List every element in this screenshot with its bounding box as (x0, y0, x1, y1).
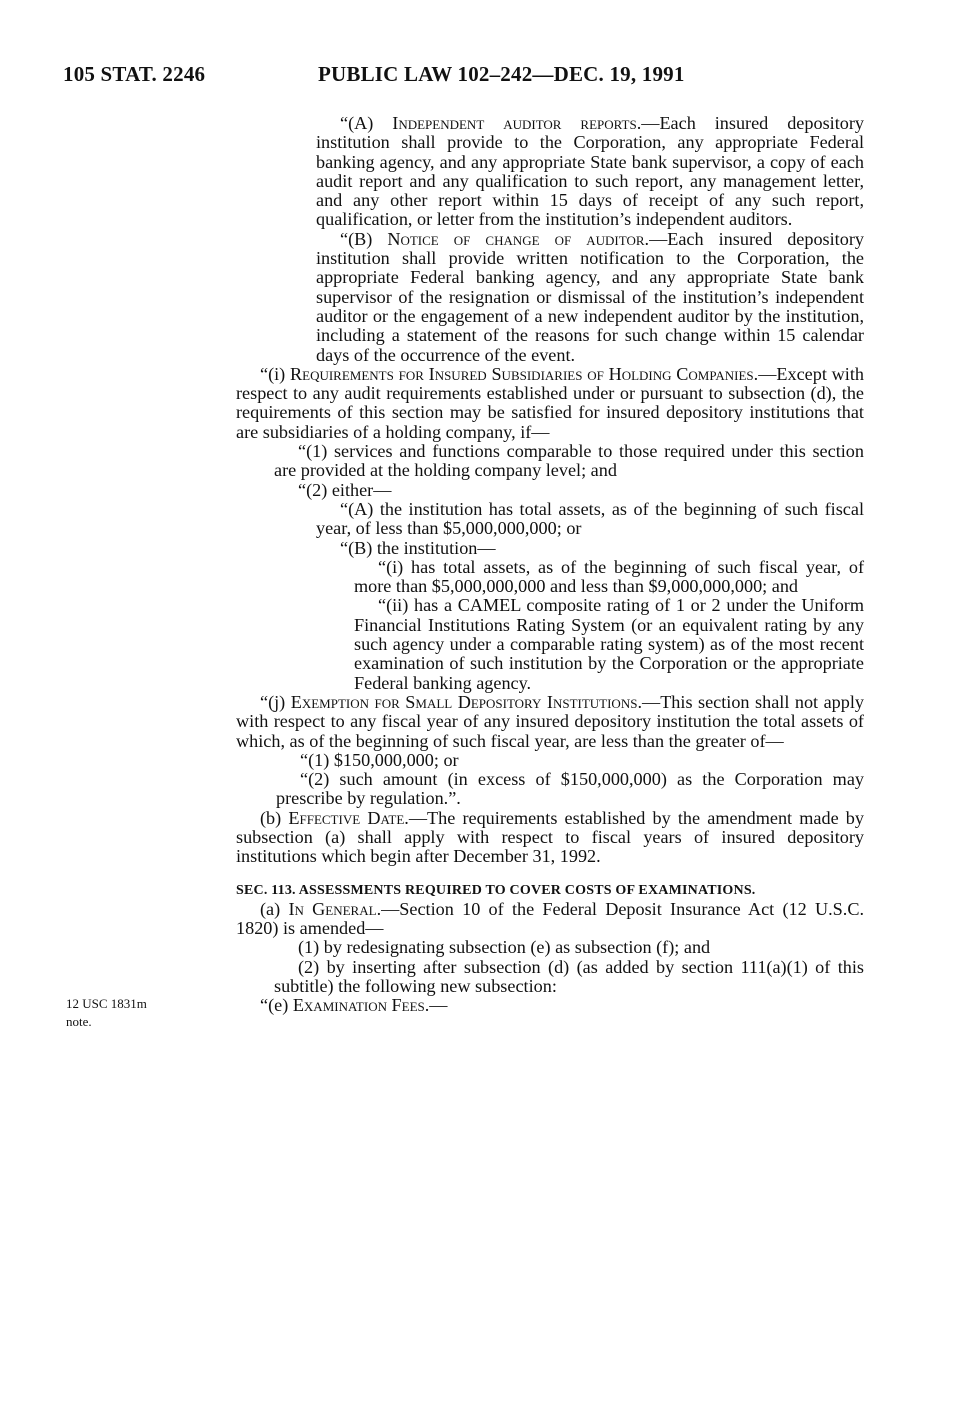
paragraph-i-2: “(2) either— (298, 479, 392, 500)
paragraph-text: .—The requirements established by the amendment made by subsection (a) shall apply with respect to fiscal years of insured depository institutions which begin after December 31, 1992. (236, 807, 864, 867)
section-heading: SEC. 113. ASSESSMENTS REQUIRED TO COVER COSTS OF EXAMINATIONS. (236, 882, 756, 898)
paragraph-i-2-B: “(B) the institution— (340, 537, 496, 558)
paragraph-text: .—This section shall not apply with respect to any fiscal year of any insured depository institution the total assets of which, as of the beginning of such fiscal year, are less than the greater of— (236, 691, 864, 751)
paragraph-text: .— (424, 995, 448, 1016)
paragraph-heading: Independent auditor reports (392, 113, 637, 133)
paragraph-heading: Exemption for Small Depository Institutions (290, 691, 638, 712)
paragraph-a-1: (1) by redesignating subsection (e) as subsection (f); and (298, 937, 711, 958)
page-reference: 105 STAT. 2246 (63, 62, 206, 86)
paragraph-prefix: “(A) (340, 113, 393, 133)
margin-note-citation: 12 USC 1831m (66, 996, 147, 1011)
paragraph-text: .—Except with respect to any audit requirements established under or pursuant to subsection (d), the requirements of this section may be satisfied for insured depository institutions that are subsidiaries of a holding company, if— (236, 363, 864, 442)
margin-note-label: note. (66, 1014, 92, 1029)
paragraph-prefix: “(e) (260, 995, 293, 1016)
paragraph-text: .—Each insured depository institution shall provide to the Corporation, any appropriate Federal banking agency, and any appropriate State bank supervisor, a copy of each audit report and any qualification to such report, any management letter, and any other report within 15 days of receipt of any such report, qualification, or letter from the institution’s independent auditors. (316, 113, 864, 230)
paragraph-text: .—Section 10 of the Federal Deposit Insurance Act (12 U.S.C. 1820) is amended— (236, 898, 865, 939)
paragraph-prefix: “(B) (340, 228, 388, 249)
paragraph-heading: In General (288, 898, 377, 919)
paragraph-prefix: “(j) (260, 691, 291, 712)
subsection-j (236, 693, 864, 751)
paragraph-prefix: (a) (260, 898, 289, 919)
page-title: PUBLIC LAW 102–242—DEC. 19, 1991 (318, 62, 685, 86)
paragraph-j-1: “(1) $150,000,000; or (300, 749, 459, 770)
paragraph-b-notice-of-change (316, 230, 864, 365)
paragraph-text: .—Each insured depository institution shall provide written notification to the Corporation, the appropriate Federal banking agency, and any appropriate State bank supervisor of the resignation or dismissal of the institution’s independent auditor or the engagement of a new independent auditor by the institution, including a statement of the reasons for such change within 15 calendar days of the occurrence of the event. (316, 228, 864, 365)
paragraph-a-independent-auditor-reports (316, 114, 864, 230)
statute-body (236, 114, 864, 1016)
subsection-a-in-general (236, 900, 864, 939)
paragraph-i-1: “(1) services and functions comparable to those required under this section are provided at the holding company level; and (274, 441, 864, 481)
paragraph-i-2-B-ii: “(ii) has a CAMEL composite rating of 1 or 2 under the Uniform Financial Institutions Rating System (or an equivalent rating by any such agency under a comparable rating system) as of the most recent examination of such institution by the Corporation or the appropriate Federal banking agency. (354, 595, 864, 693)
paragraph-prefix: (b) (260, 807, 289, 828)
paragraph-heading: Examination Fees (292, 995, 425, 1016)
subsection-b-effective-date (236, 809, 864, 867)
subsection-i (236, 365, 864, 442)
paragraph-i-2-B-i: “(i) has total assets, as of the beginning of such fiscal year, of more than $5,000,000,000 and less than $9,000,000,000; and (354, 556, 864, 597)
paragraph-j-2: “(2) such amount (in excess of $150,000,000) as the Corporation may prescribe by regulation.”. (276, 769, 864, 809)
margin-note (66, 995, 147, 1031)
paragraph-i-2-A: “(A) the institution has total assets, as of the beginning of such fiscal year, of less than $5,000,000,000; or (316, 498, 864, 539)
paragraph-heading: Effective Date (288, 807, 405, 828)
paragraph-prefix: “(i) (260, 363, 290, 384)
paragraph-heading: Notice of change of auditor (387, 228, 645, 249)
subsection-e-examination-fees (236, 996, 864, 1015)
paragraph-a-2: (2) by inserting after subsection (d) (as added by section 111(a)(1) of this subtitle) the following new subsection: (274, 956, 864, 997)
paragraph-heading: Requirements for Insured Subsidiaries of Holding Companies (290, 363, 754, 384)
